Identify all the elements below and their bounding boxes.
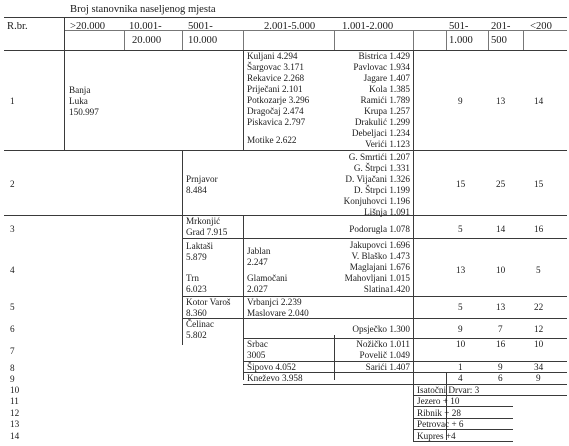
settlement: Kola 1.385 <box>369 84 410 94</box>
row-sep <box>182 296 567 297</box>
town-name: Kotor Varoš <box>186 297 231 307</box>
settlement: Pavlovac 1.934 <box>353 62 410 72</box>
town-name: Laktaši <box>186 241 214 251</box>
town-population: Grad 7.915 <box>186 227 228 237</box>
count-200: 14 <box>534 96 544 106</box>
row-number: 14 <box>10 431 20 441</box>
rbr-header: R.br. <box>7 21 28 32</box>
settlement: Mahovljani 1.015 <box>344 273 410 283</box>
settlement: Jagare 1.407 <box>363 73 410 83</box>
row-number: 3 <box>10 224 15 234</box>
row-number: 10 <box>10 385 20 395</box>
settlement: Potkozarje 3.296 <box>247 95 310 105</box>
settlement: Bistrica 1.429 <box>358 51 410 61</box>
town-name: Trn <box>186 273 199 283</box>
col-header-201: 201- <box>491 21 511 32</box>
col-header-501: 501- <box>449 21 469 32</box>
settlement: Rekavice 2.268 <box>247 73 305 83</box>
settlement: Maslovare 2.040 <box>247 308 309 318</box>
count-200: 34 <box>534 362 544 372</box>
settlement: 2.247 <box>247 257 268 267</box>
col-sep <box>182 30 183 50</box>
town-population: 5.879 <box>186 252 207 262</box>
col-sep <box>523 30 524 50</box>
count-501: 15 <box>456 179 466 189</box>
count-501: 4 <box>458 373 463 383</box>
count-200: 10 <box>534 339 544 349</box>
count-201: 14 <box>496 224 506 234</box>
count-200: 5 <box>536 265 541 275</box>
col-sep <box>413 30 414 50</box>
count-501: 10 <box>456 339 466 349</box>
group-title: Broj stanovnika naseljenog mjesta <box>70 4 216 15</box>
settlement: Drakulić 1.299 <box>354 117 410 127</box>
count-201: 7 <box>498 324 503 334</box>
town-name: Čelinac <box>186 319 215 329</box>
town-population: 5.802 <box>186 330 207 340</box>
row-number: 11 <box>10 396 19 406</box>
row-number: 12 <box>10 408 20 418</box>
count-501: 5 <box>458 224 463 234</box>
row-number: 13 <box>10 419 20 429</box>
row-number: 2 <box>10 179 15 189</box>
col-sep <box>124 30 125 50</box>
settlement: 3005 <box>247 350 266 360</box>
row-number: 1 <box>10 96 15 106</box>
settlement: Opsječko 1.300 <box>352 324 410 334</box>
count-501: 13 <box>456 265 466 275</box>
row-number: 9 <box>10 374 15 384</box>
settlement: Povelič 1.049 <box>359 350 410 360</box>
col-header-1001: 1.001-2.000 <box>342 21 394 32</box>
settlement: Kuljani 4.294 <box>247 51 298 61</box>
col-sep <box>243 50 244 150</box>
count-201: 6 <box>498 373 503 383</box>
row-number: 5 <box>10 302 15 312</box>
note: Petrovac + 6 <box>417 419 464 429</box>
count-200: 12 <box>534 324 544 334</box>
col-sep <box>243 30 244 50</box>
count-501: 9 <box>458 324 463 334</box>
col-sep <box>413 170 414 442</box>
count-501: 5 <box>458 302 463 312</box>
count-201: 13 <box>496 96 506 106</box>
rule-top <box>4 17 567 18</box>
count-200: 16 <box>534 224 544 234</box>
settlement: 2.027 <box>247 284 268 294</box>
town-name: Mrkonjić <box>186 216 221 226</box>
settlement: V. Blaško 1.473 <box>351 251 410 261</box>
count-201: 13 <box>496 302 506 312</box>
settlement: Vrbanjci 2.239 <box>247 297 302 307</box>
row-number: 4 <box>10 265 15 275</box>
settlement: Šipovo 4.052 <box>247 362 297 372</box>
col-header-20000: >20.000 <box>70 21 106 32</box>
settlement: Kneževo 3.958 <box>247 373 303 383</box>
city-name: Luka <box>69 96 88 106</box>
settlement: Piskavica 2.797 <box>247 117 306 127</box>
col-sep <box>64 50 65 150</box>
note: Jezero + 10 <box>417 396 460 406</box>
count-200: 22 <box>534 302 544 312</box>
note: Ribnik + 28 <box>417 408 461 418</box>
col-header-5001: 5001- <box>188 21 213 32</box>
count-200: 15 <box>534 179 544 189</box>
col-sep <box>64 17 65 50</box>
col-sep <box>182 150 183 345</box>
row-sep <box>243 384 567 385</box>
settlement: D. Vijačani 1.326 <box>345 174 410 184</box>
note: Kupres +4 <box>417 431 456 441</box>
settlement: Jablan <box>247 246 271 256</box>
col-sep <box>334 30 335 50</box>
settlement: Slatina1.420 <box>363 284 410 294</box>
row-number: 7 <box>10 346 15 356</box>
settlement: Verići 1.123 <box>365 139 410 149</box>
town-population: 8.360 <box>186 308 207 318</box>
settlement: Ramići 1.789 <box>360 95 410 105</box>
count-201: 25 <box>496 179 506 189</box>
col-header-10001-b: 20.000 <box>132 35 162 46</box>
row-sep <box>4 150 567 151</box>
settlement: Sarići 1.407 <box>365 362 410 372</box>
town-population: 6.023 <box>186 284 207 294</box>
col-sep <box>413 50 414 170</box>
settlement: Podorugla 1.078 <box>349 224 410 234</box>
count-501: 1 <box>458 362 463 372</box>
count-200: 9 <box>536 373 541 383</box>
settlement: Glamočani <box>247 273 288 283</box>
col-sep <box>488 30 489 50</box>
settlement: Konjuhovci 1.196 <box>343 196 410 206</box>
count-201: 9 <box>498 362 503 372</box>
settlement: Šargovac 3.171 <box>247 62 304 72</box>
row-sep <box>4 215 567 216</box>
row-number: 6 <box>10 324 15 334</box>
settlement: Krupa 1.257 <box>364 106 410 116</box>
col-header-201-b: 500 <box>491 35 507 46</box>
settlement: Jakupovci 1.696 <box>349 240 410 250</box>
settlement: G. Smrtići 1.207 <box>348 152 410 162</box>
settlement: Srbac <box>247 339 268 349</box>
col-header-2001: 2.001-5.000 <box>264 21 316 32</box>
count-201: 16 <box>496 339 506 349</box>
settlement: Maglajani 1.676 <box>349 262 410 272</box>
settlement: Dragočaj 2.474 <box>247 106 304 116</box>
col-sep <box>243 215 244 380</box>
settlement: G. Štrpci 1.331 <box>353 163 410 173</box>
row-sep <box>182 318 567 319</box>
town-name: Prnjavor <box>186 174 218 184</box>
row-number: 8 <box>10 363 15 373</box>
col-header-10001: 10.001- <box>129 21 162 32</box>
settlement: Debeljaci 1.234 <box>351 128 410 138</box>
settlement: Nožičko 1.011 <box>356 339 410 349</box>
col-sep <box>446 30 447 50</box>
col-header-5001-b: 10.000 <box>188 35 218 46</box>
settlement: Motike 2.622 <box>247 135 297 145</box>
row-sep <box>182 238 567 239</box>
town-population: 8.484 <box>186 185 207 195</box>
col-header-200: <200 <box>530 21 552 32</box>
count-201: 10 <box>496 265 506 275</box>
city-population: 150.997 <box>69 107 99 117</box>
count-501: 9 <box>458 96 463 106</box>
settlement: D. Štrpci 1.199 <box>353 185 410 195</box>
settlement: Priječani 2.101 <box>247 84 303 94</box>
note: Isatočni Drvar: 3 <box>417 385 480 395</box>
col-header-501-b: 1.000 <box>449 35 473 46</box>
city-name: Banja <box>69 85 91 95</box>
settlement: Lišnja 1.091 <box>364 207 410 217</box>
